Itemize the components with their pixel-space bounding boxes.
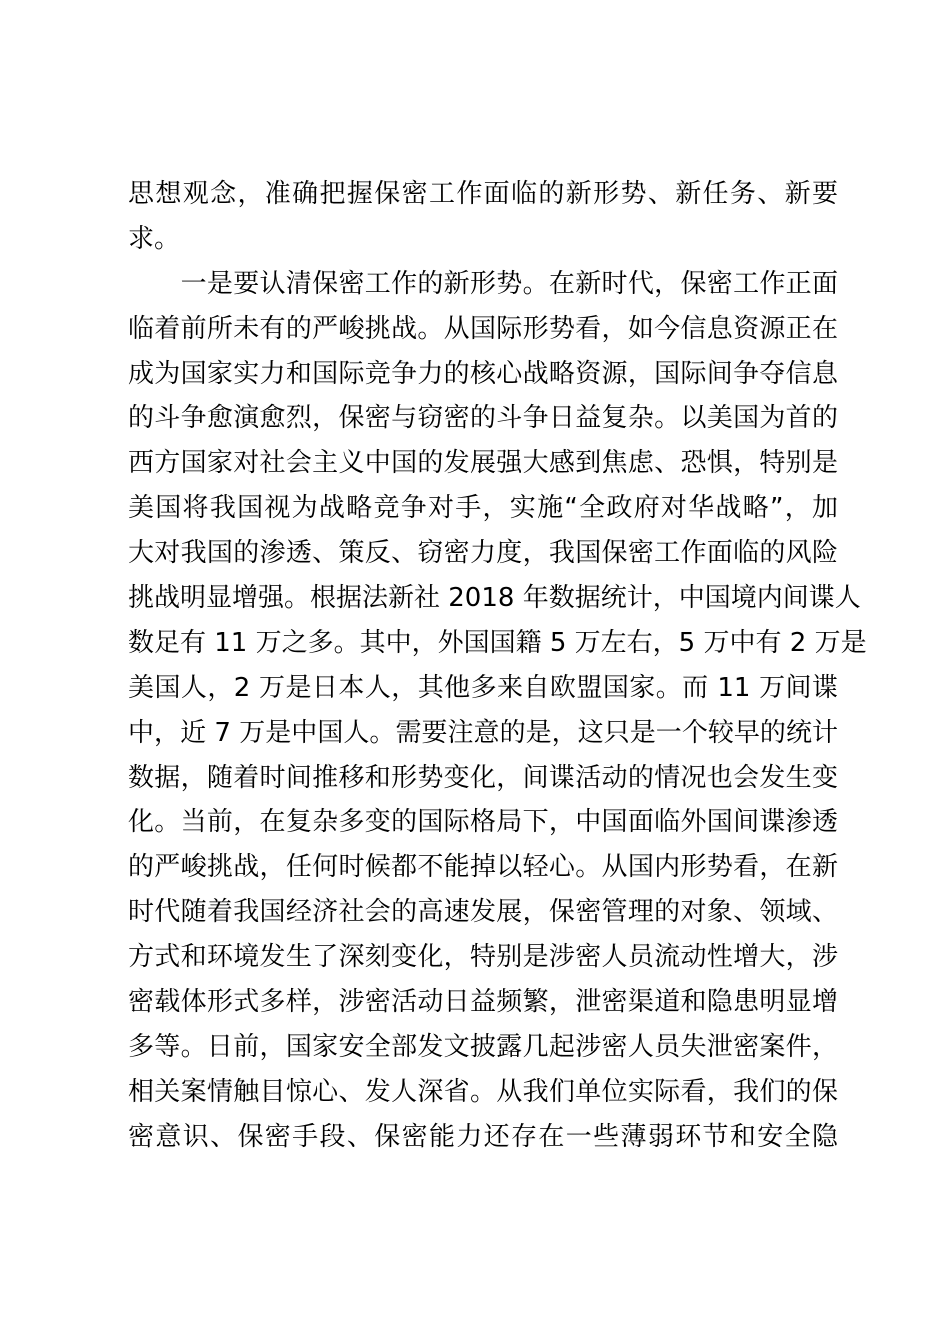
text-line: 多等。日前，国家安全部发文披露几起涉密人员失泄密案件， [128,1031,838,1062]
text-line: 美国人，2 万是日本人，其他多来自欧盟国家。而 11 万间谍 [128,672,838,703]
text-line: 中，近 7 万是中国人。需要注意的是，这只是一个较早的统计 [128,717,838,748]
text-line: 美国将我国视为战略竞争对手，实施“全政府对华战略”，加 [128,493,838,524]
text-line: 密载体形式多样，涉密活动日益频繁，泄密渠道和隐患明显增 [128,987,838,1018]
text-line: 一是要认清保密工作的新形势。在新时代，保密工作正面 [128,268,838,299]
body-text [128,172,867,1160]
text-line: 方式和环境发生了深刻变化，特别是涉密人员流动性增大，涉 [128,942,838,973]
text-line: 密意识、保密手段、保密能力还存在一些薄弱环节和安全隐 [128,1121,838,1152]
text-line: 数足有 11 万之多。其中，外国国籍 5 万左右，5 万中有 2 万是 [128,627,867,658]
text-line: 成为国家实力和国际竞争力的核心战略资源，国际间争夺信息 [128,358,838,389]
text-line: 挑战明显增强。根据法新社 2018 年数据统计，中国境内间谍人 [128,583,861,614]
text-line: 化。当前，在复杂多变的国际格局下，中国面临外国间谍渗透 [128,807,838,838]
text-line: 时代随着我国经济社会的高速发展，保密管理的对象、领域、 [128,897,838,928]
text-line: 的斗争愈演愈烈，保密与窃密的斗争日益复杂。以美国为首的 [128,403,838,434]
text-line: 思想观念，准确把握保密工作面临的新形势、新任务、新要 [128,179,838,209]
text-line: 数据，随着时间推移和形势变化，间谍活动的情况也会发生变 [128,762,838,793]
text-line: 相关案情触目惊心、发人深省。从我们单位实际看，我们的保 [128,1076,838,1107]
text-line: 临着前所未有的严峻挑战。从国际形势看，如今信息资源正在 [128,313,838,344]
text-line: 大对我国的渗透、策反、窃密力度，我国保密工作面临的风险 [128,538,838,569]
text-line: 西方国家对社会主义中国的发展强大感到焦虑、恐惧，特别是 [128,448,838,479]
text-line: 的严峻挑战，任何时候都不能掉以轻心。从国内形势看，在新 [128,852,838,883]
text-line: 求。 [128,223,181,254]
